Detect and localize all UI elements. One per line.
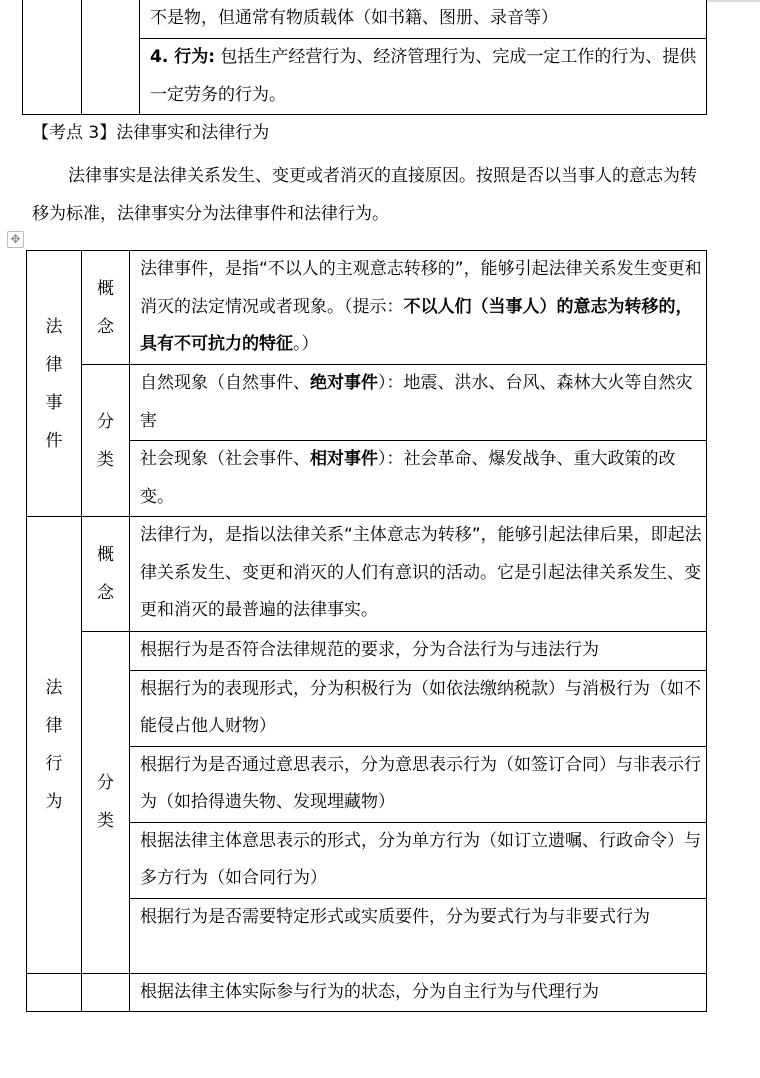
table-cell-text: 不是物，但通常有物质载体（如书籍、图册、录音等） [140,0,707,39]
class-item-extra: 根据法律主体实际参与行为的状态，分为自主行为与代理行为 [130,973,707,1012]
bold-hint: 不以人们（当事人）的意志为转移的，具有不可抗力的特征 [140,296,693,354]
legal-event-concept: 法律事件，是指“不以人的主观意志转移的”，能够引起法律关系发生变更和消灭的法定情况或者现象。（提示：不以人们（当事人）的意志为转移的，具有不可抗力的特征。） [130,251,707,365]
class-item: 根据行为是否需要特定形式或实质要件，分为要式行为与非要式行为 [130,898,707,973]
continued-table [22,0,707,115]
class-item: 根据行为是否通过意思表示，分为意思表示行为（如签订合同）与非表示行为（如拾得遗失物、发现埋藏物） [130,746,707,822]
paragraph-text: 法律事实是法律关系发生、变更或者消灭的直接原因。按照是否以当事人的意志为转移为标准，法律事实分为法律事件和法律行为。 [32,166,697,224]
section-paragraph [32,157,702,233]
class-item: 根据行为是否符合法律规范的要求，分为合法行为与违法行为 [130,632,707,671]
legal-act-concept: 法律行为，是指以法律关系“主体意志为转移”，能够引起法律后果，即起法律关系发生、变更和消灭的人们有意识的活动。它是引起法律关系发生、变更和消灭的最普遍的法律事实。 [130,517,707,632]
section-heading: 【考点 3】法律事实和法律行为 [32,123,270,143]
legal-facts-table [26,250,707,1012]
table-cell-behavior [140,39,707,115]
bold-term: 4. 行为: [150,47,216,67]
classification-label: 分 类 [82,365,130,517]
table-move-handle-icon[interactable]: ✥ [7,231,24,248]
concept-label: 概 念 [82,251,130,365]
empty-cell [82,0,140,115]
classification-label: 分 类 [82,632,130,974]
empty-cell [23,0,82,115]
empty-cell [82,973,130,1012]
page-edge-shade [706,0,760,2]
empty-cell [27,973,82,1012]
row-label-legal-event: 法 律 事 件 [27,251,82,517]
table-cell-text: 包括生产经营行为、经济管理行为、完成一定工作的行为、提供一定劳务的行为。 [150,47,697,105]
class-item-social: 社会现象（社会事件、相对事件）：社会革命、爆发战争、重大政策的改变。 [130,441,707,517]
row-label-legal-act: 法 律 行 为 [27,517,82,974]
class-item-natural: 自然现象（自然事件、绝对事件）：地震、洪水、台风、森林大火等自然灾害 [130,365,707,441]
concept-label: 概 念 [82,517,130,632]
class-item: 根据法律主体意思表示的形式，分为单方行为（如订立遗嘱、行政命令）与多方行为（如合同行为） [130,822,707,898]
class-item: 根据行为的表现形式，分为积极行为（如依法缴纳税款）与消极行为（如不能侵占他人财物） [130,670,707,746]
